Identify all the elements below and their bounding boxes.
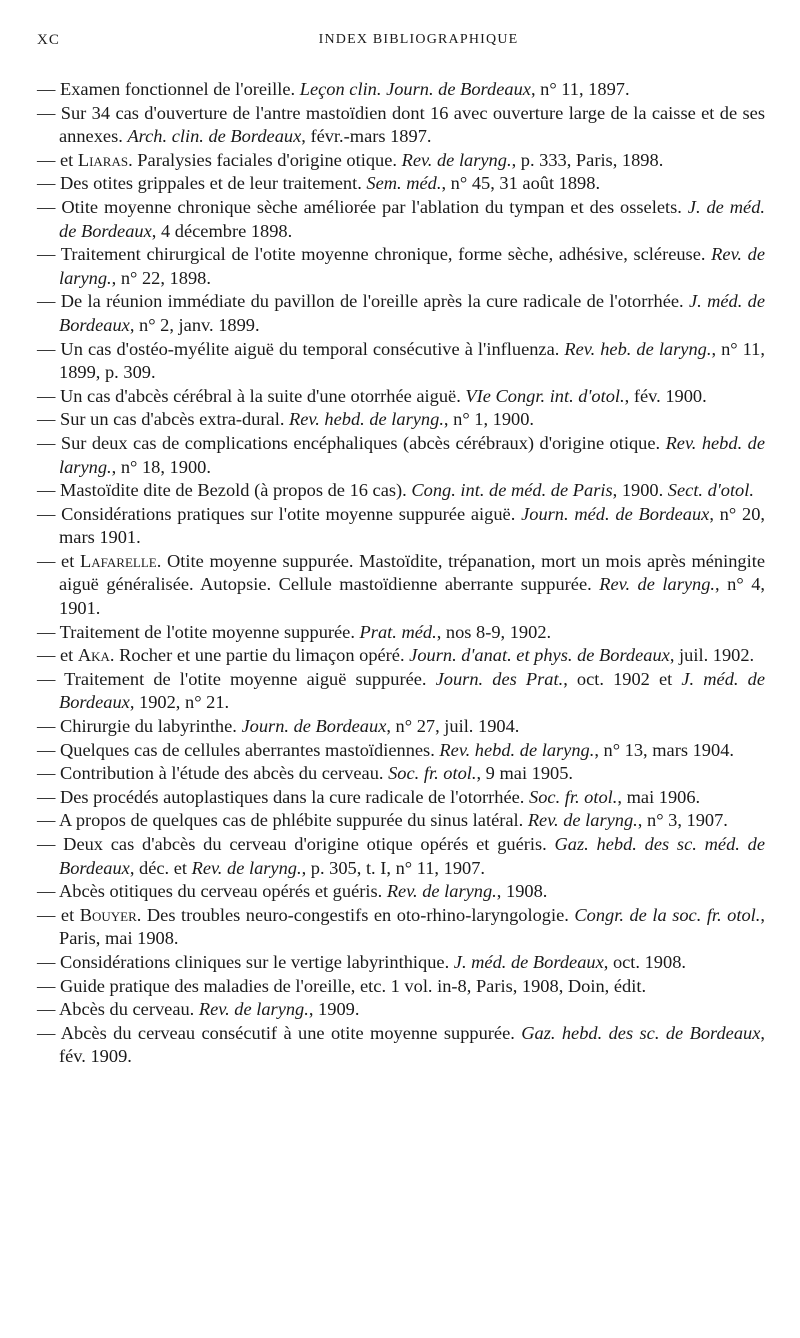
journal-title: Journ. méd. de Bordeaux <box>521 503 710 524</box>
bibliography-entry: — Quelques cas de cellules aberrantes mastoïdiennes. Rev. hebd. de laryng., n° 13, mars 1904. <box>37 739 734 760</box>
bibliography-entry: — Des otites grippales et de leur traitement. Sem. méd., n° 45, 31 août 1898. <box>37 173 601 194</box>
journal-title: Leçon clin. Journ. de Bordeaux <box>299 79 531 99</box>
journal-title: Arch. clin. de Bordeaux <box>127 126 302 147</box>
coauthor-name: Lafarelle <box>80 550 157 571</box>
journal-title: Sem. méd. <box>366 173 442 194</box>
bibliography-entry: — Deux cas d'abcès du cerveau d'origine otique opérés et guéris. Gaz. hebd. des sc. méd. de Bordeaux, déc. et Rev. de laryng., p. 305, t. I, n° 11, 1907. <box>37 834 765 878</box>
bibliography-entry: — Examen fonctionnel de l'oreille. Leçon clin. Journ. de Bordeaux, n° 11, 1897. <box>37 79 630 99</box>
journal-title: VIe Congr. int. d'otol. <box>465 385 625 406</box>
page-header <box>37 32 760 54</box>
journal-title: J. méd. de Bordeaux <box>453 951 604 972</box>
bibliography-entry: — Considérations pratiques sur l'otite moyenne suppurée aiguë. Journ. méd. de Bordeaux, n° 20, mars 1901. <box>37 503 765 548</box>
journal-title: J. méd. de Bordeaux <box>59 291 766 335</box>
bibliography-list <box>37 78 765 1069</box>
bibliography-entry: — Un cas d'abcès cérébral à la suite d'une otorrhée aiguë. VIe Congr. int. d'otol., fév. 1900. <box>37 385 707 406</box>
bibliography-entry: — et Lafarelle. Otite moyenne suppurée. Mastoïdite, trépanation, mort un mois après méningite aiguë généralisée. Autopsie. Cellule mastoïdienne aberrante suppurée. Rev. de laryng., n° 4, 1901. <box>37 550 766 619</box>
journal-title: Rev. de laryng. <box>386 881 497 902</box>
bibliography-entry: — Abcès otitiques du cerveau opérés et guéris. Rev. de laryng., 1908. <box>37 881 548 902</box>
bibliography-entry: — Considérations cliniques sur le vertige labyrinthique. J. méd. de Bordeaux, oct. 1908. <box>37 951 686 972</box>
journal-title: Rev. de laryng. <box>599 574 716 595</box>
journal-title: J. méd. de Bordeaux <box>59 668 765 713</box>
bibliography-entry: — Guide pratique des maladies de l'oreille, etc. 1 vol. in-8, Paris, 1908, Doin, édit. <box>37 975 647 996</box>
bibliography-entry: — Contribution à l'étude des abcès du cerveau. Soc. fr. otol., 9 mai 1905. <box>37 763 574 784</box>
journal-title: Congr. de la soc. fr. otol. <box>574 904 761 925</box>
page-number: XC <box>37 32 60 48</box>
coauthor-name: Aka <box>77 645 110 666</box>
bibliography-entry: — Sur deux cas de complications encéphaliques (abcès cérébraux) d'origine otique. Rev. hebd. de laryng., n° 18, 1900. <box>37 432 765 477</box>
bibliography-entry: — et Aka. Rocher et une partie du limaçon opéré. Journ. d'anat. et phys. de Bordeaux, juil. 1902. <box>37 645 755 666</box>
journal-title: Sect. d'otol. <box>667 480 754 501</box>
journal-title: Rev. de laryng. <box>401 149 512 170</box>
coauthor-name: Bouyer <box>79 904 137 925</box>
journal-title: Soc. fr. otol. <box>529 786 618 807</box>
journal-title: Rev. hebd. de laryng. <box>59 432 765 477</box>
journal-title: Rev. hebd. de laryng. <box>439 739 595 760</box>
bibliography-entry: — Abcès du cerveau consécutif à une otite moyenne suppurée. Gaz. hebd. des sc. de Bordeaux, fév. 1909. <box>37 1022 766 1067</box>
journal-title: Rev. hebd. de laryng. <box>289 409 444 430</box>
journal-title: Rev. de laryng. <box>527 810 638 831</box>
journal-title: Gaz. hebd. des sc. de Bordeaux <box>521 1022 761 1043</box>
bibliography-entry: — Otite moyenne chronique sèche améliorée par l'ablation du tympan et des osselets. J. de méd. de Bordeaux, 4 décembre 1898. <box>37 196 765 241</box>
journal-title: Rev. de laryng. <box>59 244 765 288</box>
bibliography-entry: — Un cas d'ostéo-myélite aiguë du temporal consécutive à l'influenza. Rev. heb. de laryng., n° 11, 1899, p. 309. <box>37 338 765 383</box>
journal-title: Rev. de laryng. <box>191 857 302 878</box>
bibliography-entry: — Mastoïdite dite de Bezold (à propos de 16 cas). Cong. int. de méd. de Paris, 1900. Sect. d'otol. <box>37 480 754 501</box>
bibliography-entry: — Des procédés autoplastiques dans la cure radicale de l'otorrhée. Soc. fr. otol., mai 1906. <box>37 786 701 807</box>
journal-title: J. de méd. de Bordeaux <box>59 196 765 241</box>
bibliography-entry: — Chirurgie du labyrinthe. Journ. de Bordeaux, n° 27, juil. 1904. <box>37 716 520 737</box>
journal-title: Journ. des Prat. <box>435 668 564 689</box>
bibliography-entry: — Traitement de l'otite moyenne suppurée. Prat. méd., nos 8-9, 1902. <box>37 621 552 642</box>
journal-title: Journ. d'anat. et phys. de Bordeaux <box>409 645 670 666</box>
bibliography-entry: — Sur 34 cas d'ouverture de l'antre mastoïdien dont 16 avec ouverture large de la caisse et de ses annexes. Arch. clin. de Bordeaux, févr.-mars 1897. <box>37 102 765 147</box>
coauthor-name: Liaras <box>77 149 129 170</box>
journal-title: Prat. méd. <box>359 621 437 642</box>
journal-title: Soc. fr. otol. <box>388 763 477 784</box>
bibliography-entry: — Traitement de l'otite moyenne aiguë suppurée. Journ. des Prat., oct. 1902 et J. méd. de Bordeaux, 1902, n° 21. <box>37 668 765 713</box>
journal-title: Rev. heb. de laryng. <box>564 338 712 359</box>
journal-title: Journ. de Bordeaux <box>241 716 387 737</box>
bibliography-entry: — Traitement chirurgical de l'otite moyenne chronique, forme sèche, adhésive, scléreuse. Rev. de laryng., n° 22, 1898. <box>37 244 765 288</box>
journal-title: Cong. int. de méd. de Paris <box>411 480 613 501</box>
running-title: INDEX BIBLIOGRAPHIQUE <box>318 32 519 47</box>
bibliography-entry: — et Bouyer. Des troubles neuro-congestifs en oto-rhino-laryngologie. Congr. de la soc. fr. otol., Paris, mai 1908. <box>37 904 765 949</box>
bibliography-entry: — et Liaras. Paralysies faciales d'origine otique. Rev. de laryng., p. 333, Paris, 1898. <box>37 149 664 170</box>
bibliography-entry: — A propos de quelques cas de phlébite suppurée du sinus latéral. Rev. de laryng., n° 3, 1907. <box>37 810 728 831</box>
bibliography-entry: — De la réunion immédiate du pavillon de l'oreille après la cure radicale de l'otorrhée. J. méd. de Bordeaux, n° 2, janv. 1899. <box>37 291 766 335</box>
bibliography-entry: — Sur un cas d'abcès extra-dural. Rev. hebd. de laryng., n° 1, 1900. <box>37 409 535 430</box>
journal-title: Rev. de laryng. <box>198 999 309 1020</box>
journal-title: Gaz. hebd. des sc. méd. de Bordeaux <box>59 834 765 878</box>
bibliography-entry: — Abcès du cerveau. Rev. de laryng., 1909. <box>37 999 360 1020</box>
